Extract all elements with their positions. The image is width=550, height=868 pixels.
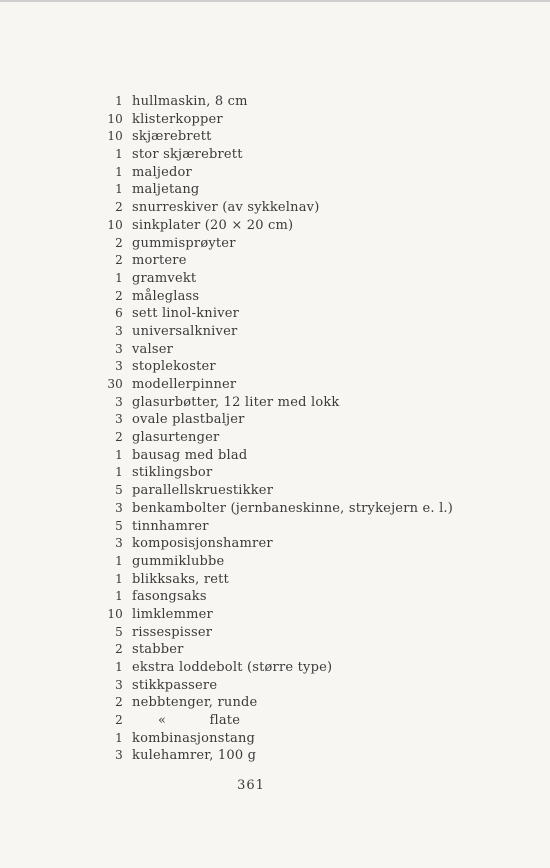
item-name: kombinasjonstang — [132, 730, 256, 746]
item-quantity: 1 — [115, 730, 123, 745]
item-name: limklemmer — [132, 606, 213, 622]
item-quantity: 1 — [115, 164, 123, 179]
item-name: måleglass — [132, 288, 200, 304]
list-item — [100, 606, 520, 624]
item-name: skjærebrett — [132, 129, 212, 145]
item-quantity: 3 — [115, 341, 123, 356]
item-name: ovale plastbaljer — [132, 412, 245, 428]
item-quantity: 6 — [115, 306, 123, 321]
item-name: klisterkopper — [132, 111, 223, 127]
item-quantity: 1 — [115, 94, 123, 108]
item-name: sett linol-kniver — [132, 306, 240, 322]
item-name: stikkpassere — [132, 677, 218, 693]
list-item — [100, 677, 520, 695]
list-item — [100, 641, 520, 659]
list-item — [100, 464, 520, 482]
item-quantity: 2 — [115, 642, 123, 657]
item-quantity: 1 — [115, 571, 123, 586]
list-item — [100, 730, 520, 748]
item-quantity: 30 — [107, 377, 123, 391]
item-name: maljedor — [132, 164, 192, 180]
list-item — [100, 164, 520, 182]
list-item — [100, 500, 520, 518]
item-name: modellerpinner — [132, 377, 237, 392]
item-name: snurreskiver (av sykkelnav) — [132, 200, 320, 216]
list-item — [100, 358, 520, 376]
list-item — [100, 111, 520, 129]
item-name: blikksaks, rett — [132, 571, 229, 587]
item-quantity: 3 — [115, 412, 123, 427]
list-item — [100, 659, 520, 677]
item-name: rissespisser — [132, 624, 213, 640]
list-item — [100, 429, 520, 447]
item-quantity: 2 — [115, 235, 123, 250]
item-quantity: 5 — [115, 518, 123, 533]
item-name: kulehamrer, 100 g — [132, 748, 257, 764]
item-name: bausag med blad — [132, 447, 248, 463]
item-quantity: 3 — [115, 359, 123, 374]
list-item — [100, 146, 520, 164]
item-name: valser — [132, 341, 174, 357]
item-name: benkambolter (jernbaneskinne, strykejern e. l.) — [132, 500, 454, 516]
list-item — [100, 181, 520, 199]
item-name: stoplekoster — [132, 359, 216, 375]
item-name: hullmaskin, 8 cm — [132, 94, 248, 109]
item-quantity: 3 — [115, 748, 123, 763]
item-quantity: 1 — [115, 447, 123, 462]
item-name: nebbtenger, runde — [132, 695, 258, 711]
item-name: gummisprøyter — [132, 235, 236, 251]
item-quantity: 2 — [115, 430, 123, 445]
list-item — [100, 235, 520, 253]
item-name: glasurtenger — [132, 430, 220, 446]
item-quantity: 1 — [115, 589, 123, 604]
item-name: tinnhamrer — [132, 518, 209, 534]
item-quantity: 10 — [107, 129, 123, 144]
item-quantity: 10 — [107, 606, 123, 621]
item-name: ekstra loddebolt (større type) — [132, 660, 333, 675]
item-quantity: 1 — [115, 182, 123, 197]
page-top-edge — [0, 0, 550, 2]
list-item — [100, 252, 520, 270]
item-name: komposisjonshamrer — [132, 536, 273, 552]
item-name: stiklingsbor — [132, 465, 213, 481]
list-item — [100, 694, 520, 712]
list-item — [100, 394, 520, 412]
item-quantity: 10 — [107, 111, 123, 126]
list-item — [100, 747, 520, 765]
list-item — [100, 535, 520, 553]
item-quantity: 3 — [115, 323, 123, 338]
item-name: stor skjærebrett — [132, 147, 243, 163]
item-quantity: 5 — [115, 483, 123, 498]
list-item — [100, 482, 520, 500]
item-quantity: 3 — [115, 500, 123, 515]
item-name: fasongsaks — [132, 589, 207, 605]
list-item — [100, 518, 520, 536]
item-quantity: 1 — [115, 465, 123, 480]
list-item — [100, 376, 520, 394]
item-name: sinkplater (20 × 20 cm) — [132, 217, 294, 233]
item-quantity: 2 — [115, 288, 123, 303]
list-item — [100, 217, 520, 235]
item-name: gummiklubbe — [132, 553, 225, 569]
list-item — [100, 270, 520, 288]
list-item — [100, 588, 520, 606]
list-item — [100, 305, 520, 323]
item-name: mortere — [132, 253, 187, 269]
list-item — [100, 323, 520, 341]
item-quantity: 5 — [115, 624, 123, 639]
item-name: universalkniver — [132, 323, 238, 339]
item-name: parallellskruestikker — [132, 483, 274, 499]
item-quantity: 10 — [107, 217, 123, 232]
list-item — [100, 199, 520, 217]
item-name: glasurbøtter, 12 liter med lokk — [132, 394, 340, 410]
item-quantity: 3 — [115, 536, 123, 551]
list-item — [100, 624, 520, 642]
item-name: stabber — [132, 642, 184, 658]
item-quantity: 1 — [115, 147, 123, 162]
list-item — [100, 553, 520, 571]
list-item — [100, 288, 520, 306]
list-item — [100, 712, 520, 730]
item-quantity: 3 — [115, 677, 123, 692]
item-name: maljetang — [132, 182, 200, 198]
list-item — [100, 411, 520, 429]
item-quantity: 2 — [115, 253, 123, 268]
item-quantity: 2 — [115, 695, 123, 710]
item-name: « flate — [132, 713, 241, 729]
list-item — [100, 128, 520, 146]
equipment-list — [100, 93, 520, 765]
list-item — [100, 341, 520, 359]
item-quantity: 1 — [115, 270, 123, 285]
item-quantity: 2 — [115, 713, 123, 728]
list-item — [100, 447, 520, 465]
list-item — [100, 571, 520, 589]
item-quantity: 2 — [115, 200, 123, 215]
page-number: 361 — [237, 778, 265, 793]
list-item — [100, 93, 520, 111]
item-quantity: 1 — [115, 660, 123, 674]
item-quantity: 1 — [115, 553, 123, 568]
item-quantity: 3 — [115, 394, 123, 409]
item-name: gramvekt — [132, 270, 197, 286]
